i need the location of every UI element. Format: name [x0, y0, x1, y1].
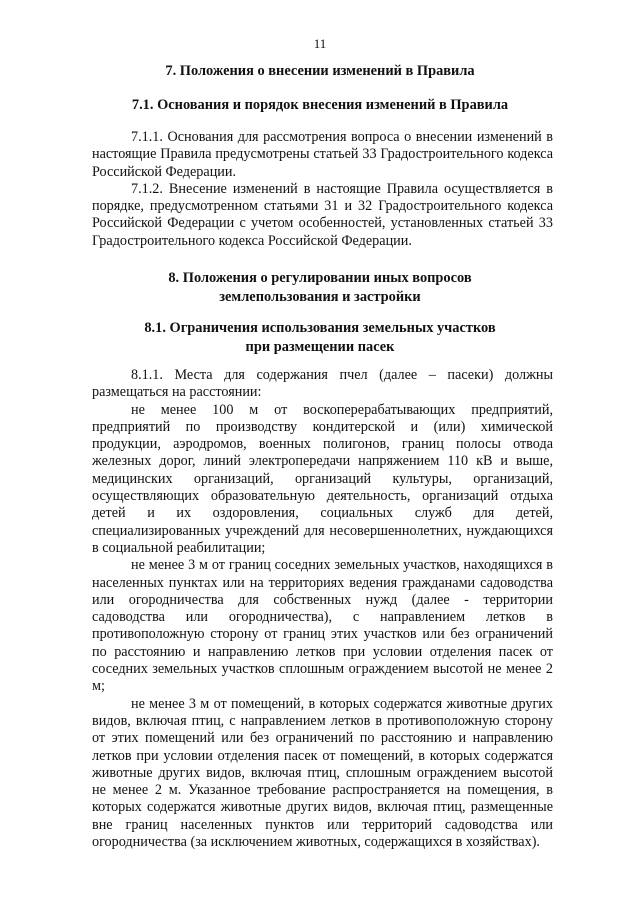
section-8-1-heading-line1: 8.1. Ограничения использования земельных участков	[144, 320, 496, 336]
section-7-heading: 7. Положения о внесении изменений в Правила	[165, 63, 475, 79]
paragraph-7-1-2: 7.1.2. Внесение изменений в настоящие Правила осуществляется в порядке, предусмотренном статьями 31 и 32 Градостроительного кодекса Российской Федерации с учетом особенностей, установленных статьей 33 Градостроительного кодекса Российской Федерации.	[92, 180, 553, 249]
section-8-1-body	[92, 367, 553, 851]
section-8-heading-line1: 8. Положения о регулировании иных вопросов	[168, 270, 472, 286]
section-8-1-heading	[0, 319, 640, 356]
paragraph-3m-premises: не менее 3 м от помещений, в которых содержатся животные других видов, включая птиц, с направлением летков в противоположную сторону от этих помещений или без ограничений по расстоянию и направлению летков при условии отделения пасек от помещений, в которых содержатся животные других видов, включая птиц, сплошным ограждением высотой не менее 2 м. Указанное требование распространяется на помещения, в которых содержатся животные других видов, включая птиц, размещенные вне границ населенных пунктов или территорий садоводства или огородничества (за исключением животных, содержащихся в хозяйствах).	[92, 695, 553, 851]
section-7-1-heading: 7.1. Основания и порядок внесения изменений в Правила	[131, 97, 509, 113]
paragraph-3m-plots: не менее 3 м от границ соседних земельных участков, находящихся в населенных пунктах или на территориях ведения гражданами садоводства или огородничества для собственных нужд (далее - территории садоводства или огородничества), с направлением летков в противоположную сторону от границ этих участков или без ограничений по расстоянию и направлению летков при условии отделения пасек от соседних земельных участков сплошным ограждением высотой не менее 2 м;	[92, 557, 553, 695]
paragraph-8-1-1: 8.1.1. Места для содержания пчел (далее – пасеки) должны размещаться на расстоянии:	[92, 367, 553, 401]
section-8-heading	[0, 269, 640, 306]
section-7-1-body	[92, 129, 553, 250]
paragraph-7-1-1: 7.1.1. Основания для рассмотрения вопроса о внесении изменений в настоящие Правила предусмотрены статьей 33 Градостроительного кодекса Российской Федерации.	[92, 129, 553, 180]
section-8-1-heading-line2: при размещении пасек	[245, 338, 395, 355]
paragraph-100m: не менее 100 м от воскоперерабатывающих предприятий, предприятий по производству кондитерской и (или) химической продукции, аэродромов, военных полигонов, границ полосы отвода железных дорог, линий электропередачи напряжением 110 кВ и выше, медицинских организаций, организаций культуры, организаций, осуществляющих образовательную деятельность, организаций отдыха детей и их оздоровления, социальных служб для детей, специализированных учреждений для несовершеннолетних, нуждающихся в социальной реабилитации;	[92, 401, 553, 556]
section-8-heading-line2: землепользования и застройки	[219, 288, 421, 305]
page-number: 11	[313, 36, 327, 51]
